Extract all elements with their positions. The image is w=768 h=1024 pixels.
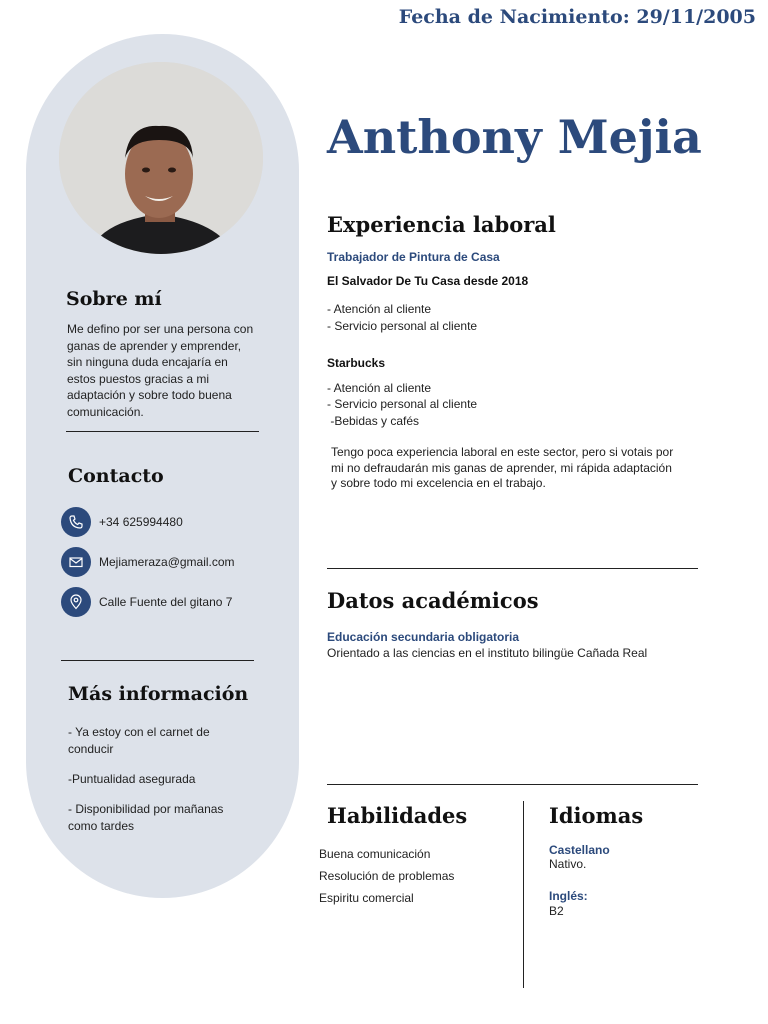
- job-role: Trabajador de Pintura de Casa: [327, 250, 500, 264]
- divider: [327, 568, 698, 569]
- education-degree: Educación secundaria obligatoria: [327, 630, 520, 644]
- job-duty: -Bebidas y cafés: [327, 414, 420, 428]
- contact-email-row: [61, 547, 235, 577]
- languages-heading: Idiomas: [549, 803, 644, 828]
- language-name: Castellano: [549, 843, 610, 857]
- job-duty: - Atención al cliente: [327, 302, 432, 316]
- contact-phone-row: [61, 507, 183, 537]
- phone-icon: [61, 507, 91, 537]
- skill-item: Resolución de problemas: [319, 869, 455, 883]
- language-level: Nativo.: [549, 857, 587, 871]
- language-level: B2: [549, 904, 564, 918]
- more-info-heading: Más información: [68, 683, 249, 705]
- mail-icon: [61, 547, 91, 577]
- job-company: Starbucks: [327, 356, 386, 370]
- job-duty: - Servicio personal al cliente: [327, 319, 478, 333]
- birth-date: Fecha de Nacimiento: 29/11/2005: [398, 6, 756, 28]
- experience-note: Tengo poca experiencia laboral en este sector, pero si votais por mi no defraudarán mis ganas de aprender, mi rápida adaptación y sobre todo mi excelencia en el trabajo.: [331, 445, 674, 490]
- more-info-item: - Ya estoy con el carnet de conducir: [68, 725, 210, 756]
- divider: [327, 784, 698, 785]
- contact-heading: Contacto: [68, 465, 164, 487]
- full-name: Anthony Mejia: [327, 110, 702, 164]
- about-heading: Sobre mí: [66, 288, 162, 310]
- skills-heading: Habilidades: [327, 803, 468, 828]
- skill-item: Espiritu comercial: [319, 891, 414, 905]
- contact-address: Calle Fuente del gitano 7: [99, 595, 233, 609]
- skill-item: Buena comunicación: [319, 847, 431, 861]
- contact-address-row: [61, 587, 232, 617]
- contact-email: Mejiameraza@gmail.com: [99, 555, 235, 569]
- column-divider: [523, 801, 524, 988]
- contact-phone: +34 625994480: [99, 515, 183, 529]
- profile-photo: [59, 62, 263, 254]
- divider: [61, 660, 254, 661]
- more-info-item: -Puntualidad asegurada: [68, 772, 196, 786]
- about-text: Me defino por ser una persona con ganas de aprender y emprender, sin ninguna duda encajaría en estos puestos gracias a mi adaptación y sobre todo buena comunicación.: [67, 322, 254, 419]
- more-info-item: - Disponibilidad por mañanas como tardes: [68, 802, 224, 833]
- location-pin-icon: [61, 587, 91, 617]
- education-heading: Datos académicos: [327, 588, 539, 613]
- experience-heading: Experiencia laboral: [327, 212, 556, 237]
- education-detail: Orientado a las ciencias en el instituto bilingüe Cañada Real: [327, 646, 648, 660]
- job-duty: - Atención al cliente: [327, 381, 432, 395]
- job-company: El Salvador De Tu Casa desde 2018: [327, 274, 529, 288]
- language-name: Inglés:: [549, 889, 588, 903]
- divider: [66, 431, 259, 432]
- job-duty: - Servicio personal al cliente: [327, 397, 478, 411]
